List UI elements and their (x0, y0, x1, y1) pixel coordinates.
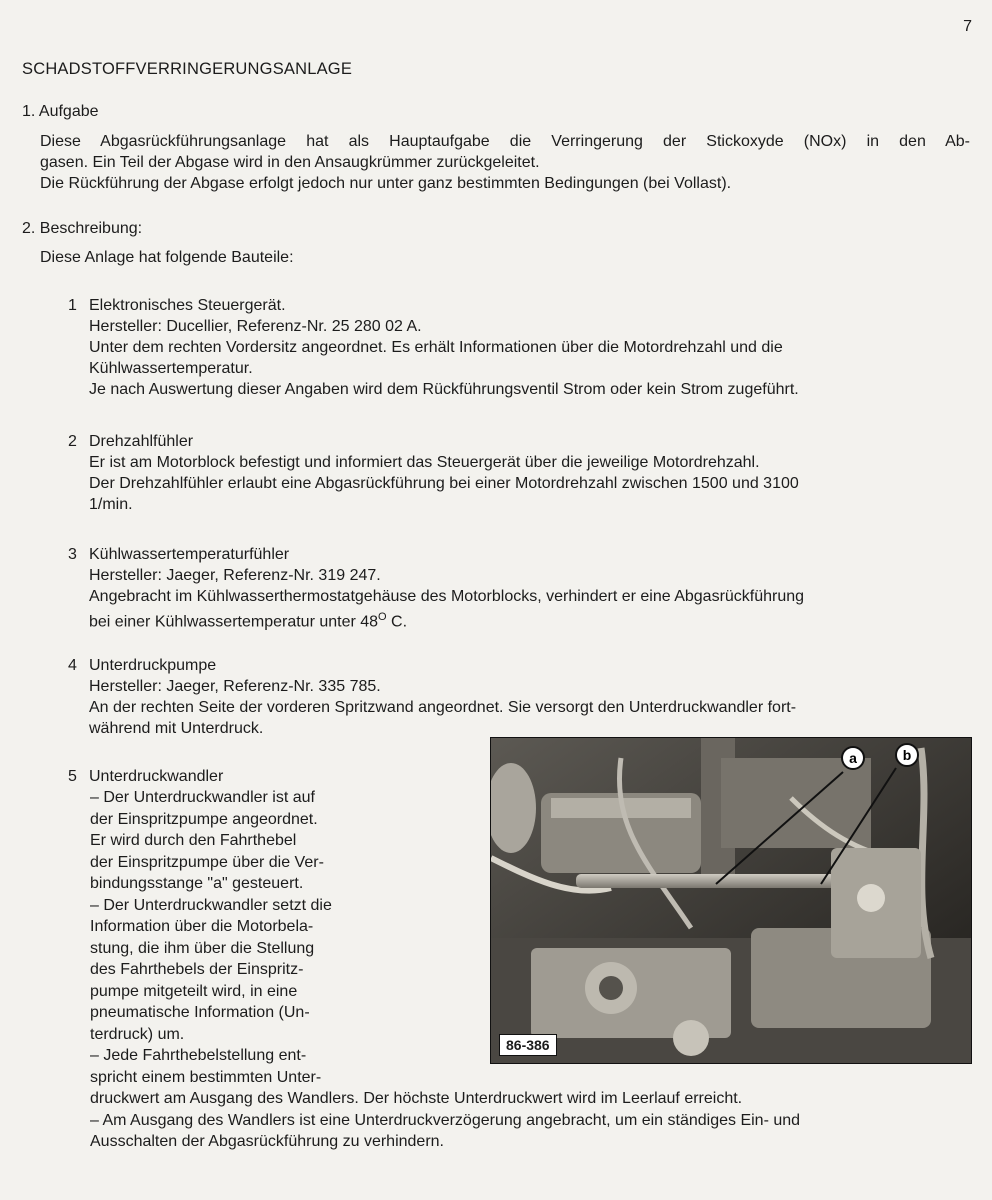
engine-photo (490, 737, 972, 1064)
section-1-line: Die Rückführung der Abgase erfolgt jedoch nur unter ganz bestimmten Bedingungen (bei Vollast). (40, 175, 732, 192)
description-line: des Fahrthebels der Einspritz- (90, 961, 304, 978)
item-body (89, 655, 796, 739)
section-2-intro: Diese Anlage hat folgende Bauteile: (40, 249, 294, 266)
item-title: Unterdruckwandler (89, 768, 224, 785)
item-line: Je nach Auswertung dieser Angaben wird dem Rückführungsventil Strom oder kein Strom zugeführt. (89, 381, 799, 398)
item-line: Drehzahlfühler (89, 433, 194, 450)
temperature-text: bei einer Kühlwassertemperatur unter 48 (89, 613, 379, 631)
temperature-unit: C. (386, 613, 408, 631)
item-line: Kühlwassertemperatur. (89, 360, 253, 377)
item-line: Angebracht im Kühlwasserthermostatgehäuse des Motorblocks, verhindert er eine Abgasrückführung (89, 588, 805, 605)
item-number: 1 (68, 297, 77, 314)
section-1-body (40, 131, 970, 194)
section-2-heading: 2. Beschreibung: (22, 220, 143, 237)
item-line: Kühlwassertemperaturfühler (89, 546, 290, 563)
item-line: An der rechten Seite der vorderen Spritzwand angeordnet. Sie versorgt den Unterdruckwandler fort- (89, 699, 797, 716)
item-line: Unterdruckpumpe (89, 657, 217, 674)
description-line: – Der Unterdruckwandler ist auf (90, 789, 315, 806)
degree-superscript: O (378, 611, 387, 623)
item-body (89, 431, 799, 515)
description-line: spricht einem bestimmten Unter- (90, 1068, 322, 1086)
section-1-line: Diese Abgasrückführungsanlage hat als Hauptaufgabe die Verringerung der Stickoxyde (NOx) in den Ab- (40, 133, 970, 150)
engine-photo-illustration (491, 738, 971, 1063)
item-line: 1/min. (89, 496, 133, 513)
description-line: der Einspritzpumpe über die Ver- (90, 853, 324, 871)
callout-b: b (902, 747, 912, 763)
description-line: pneumatische Information (Un- (90, 1004, 310, 1021)
item-line: Elektronisches Steuergerät. (89, 297, 286, 314)
callout-a: a (849, 750, 857, 766)
item-body (89, 544, 804, 632)
item-line: Der Drehzahlfühler erlaubt eine Abgasrückführung bei einer Motordrehzahl zwischen 1500 und 3100 (89, 475, 799, 492)
description-line: bindungsstange "a" gesteuert. (90, 875, 304, 892)
item-line-temperature (89, 607, 804, 632)
description-line: druckwert am Ausgang des Wandlers. Der höchste Unterdruckwert wird im Leerlauf erreicht. (90, 1090, 743, 1107)
item-line: während mit Unterdruck. (89, 720, 264, 737)
item-line: Unter dem rechten Vordersitz angeordnet. Es erhält Informationen über die Motordrehzahl und die (89, 339, 783, 356)
page-number: 7 (963, 18, 972, 35)
item-number: 4 (68, 657, 77, 674)
item-body (89, 766, 223, 787)
description-line: terdruck) um. (90, 1025, 185, 1043)
description-line: Information über die Motorbela- (90, 918, 314, 935)
description-line: Er wird durch den Fahrthebel (90, 832, 297, 849)
section-1-line: gasen. Ein Teil der Abgase wird in den Ansaugkrümmer zurückgeleitet. (40, 154, 540, 171)
description-line: – Jede Fahrthebelstellung ent- (90, 1047, 307, 1064)
description-line: – Am Ausgang des Wandlers ist eine Unterdruckverzögerung angebracht, um ein ständiges Ein- und (90, 1111, 801, 1129)
item-line: Er ist am Motorblock befestigt und informiert das Steuergerät über die jeweilige Motordrehzahl. (89, 454, 760, 471)
description-line: – Der Unterdruckwandler setzt die (90, 896, 332, 914)
page-title: SCHADSTOFFVERRINGERUNGSANLAGE (22, 60, 353, 78)
item-number: 2 (68, 433, 77, 450)
description-line: stung, die ihm über die Stellung (90, 939, 315, 957)
section-1-heading: 1. Aufgabe (22, 103, 99, 120)
item-body (89, 295, 799, 400)
item-number: 5 (68, 768, 77, 785)
description-line: der Einspritzpumpe angeordnet. (90, 810, 318, 828)
figure-label: 86-386 (499, 1034, 557, 1056)
item-line: Hersteller: Ducellier, Referenz-Nr. 25 280 02 A. (89, 318, 422, 335)
item-line: Hersteller: Jaeger, Referenz-Nr. 319 247. (89, 567, 381, 584)
item-number: 3 (68, 546, 77, 563)
description-line: pumpe mitgeteilt wird, in eine (90, 982, 298, 1000)
item-line: Hersteller: Jaeger, Referenz-Nr. 335 785. (89, 678, 381, 695)
description-line: Ausschalten der Abgasrückführung zu verhindern. (90, 1133, 444, 1150)
